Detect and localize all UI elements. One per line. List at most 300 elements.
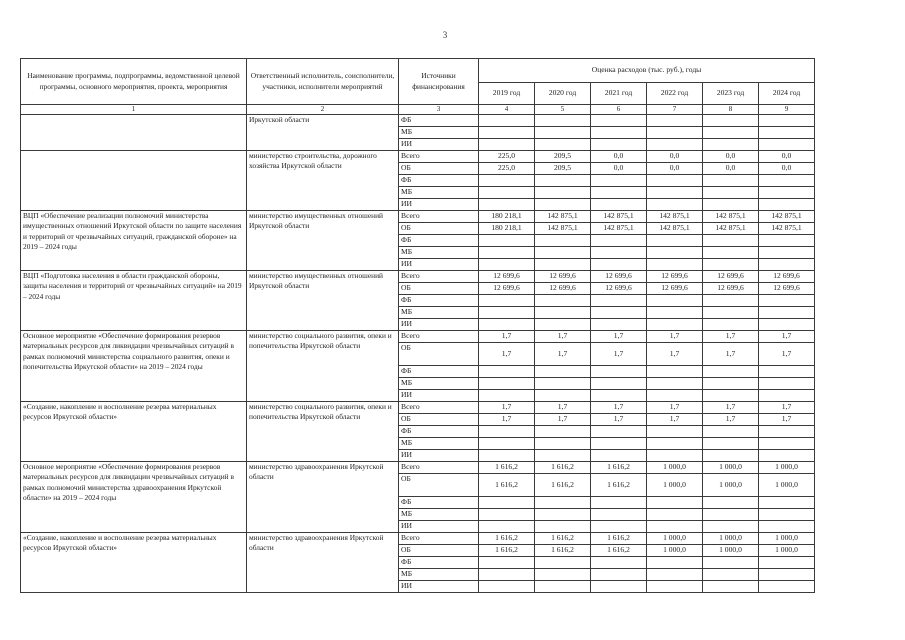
funding-source-cell: ОБ xyxy=(399,343,479,366)
funding-source-cell: ИИ xyxy=(399,199,479,211)
value-cell: 1 000,0 xyxy=(759,545,815,557)
value-cell: 1,7 xyxy=(535,343,591,366)
value-cell xyxy=(759,569,815,581)
funding-source-cell: ОБ xyxy=(399,223,479,235)
value-cell xyxy=(759,139,815,151)
value-cell: 1 000,0 xyxy=(759,474,815,497)
executor-cell: министерство здравоохранения Иркутской области xyxy=(247,533,399,593)
value-cell xyxy=(535,366,591,378)
value-cell: 12 699,6 xyxy=(703,283,759,295)
funding-source-cell: ФБ xyxy=(399,115,479,127)
value-cell xyxy=(703,378,759,390)
table-row xyxy=(21,402,815,414)
table-row xyxy=(21,331,815,343)
value-cell: 1,7 xyxy=(647,414,703,426)
value-cell xyxy=(479,187,535,199)
funding-source-cell: Всего xyxy=(399,402,479,414)
column-index: 7 xyxy=(647,105,703,115)
value-cell: 1,7 xyxy=(535,331,591,343)
value-cell xyxy=(591,295,647,307)
program-name-cell: Основное мероприятие «Обеспечение формирования резервов материальных ресурсов для ликвидации чрезвычайных ситуаций в рамках полномочий министерства здравоохранения Иркутской области» на 2019 – 2024 годы xyxy=(21,462,247,533)
value-cell xyxy=(591,187,647,199)
funding-source-cell: МБ xyxy=(399,127,479,139)
value-cell xyxy=(759,557,815,569)
value-cell: 1,7 xyxy=(479,331,535,343)
value-cell: 142 875,1 xyxy=(535,223,591,235)
value-cell xyxy=(591,438,647,450)
funding-source-cell: МБ xyxy=(399,569,479,581)
value-cell xyxy=(759,450,815,462)
funding-source-cell: ФБ xyxy=(399,295,479,307)
value-cell xyxy=(479,426,535,438)
funding-source-cell: ОБ xyxy=(399,163,479,175)
value-cell xyxy=(479,581,535,593)
value-cell xyxy=(479,199,535,211)
value-cell: 0,0 xyxy=(759,163,815,175)
value-cell: 1,7 xyxy=(591,402,647,414)
value-cell xyxy=(591,235,647,247)
value-cell xyxy=(535,115,591,127)
value-cell xyxy=(703,366,759,378)
value-cell xyxy=(759,127,815,139)
value-cell xyxy=(703,581,759,593)
funding-source-cell: ОБ xyxy=(399,474,479,497)
value-cell xyxy=(647,378,703,390)
value-cell xyxy=(591,390,647,402)
value-cell xyxy=(759,438,815,450)
column-index: 5 xyxy=(535,105,591,115)
column-index: 4 xyxy=(479,105,535,115)
value-cell xyxy=(479,557,535,569)
value-cell xyxy=(759,295,815,307)
funding-source-cell: ФБ xyxy=(399,557,479,569)
value-cell: 12 699,6 xyxy=(759,283,815,295)
funding-source-cell: МБ xyxy=(399,187,479,199)
value-cell: 1,7 xyxy=(535,402,591,414)
value-cell xyxy=(591,259,647,271)
value-cell xyxy=(535,557,591,569)
value-cell: 142 875,1 xyxy=(647,211,703,223)
value-cell: 0,0 xyxy=(591,163,647,175)
value-cell xyxy=(703,497,759,509)
value-cell xyxy=(591,581,647,593)
value-cell: 209,5 xyxy=(535,163,591,175)
header-program: Наименование программы, подпрограммы, ведомственной целевой программы, основного мероприятия, проекта, мероприятия xyxy=(21,59,247,105)
value-cell: 1 616,2 xyxy=(535,533,591,545)
funding-source-cell: Всего xyxy=(399,331,479,343)
value-cell xyxy=(759,187,815,199)
value-cell xyxy=(535,521,591,533)
value-cell xyxy=(759,307,815,319)
value-cell xyxy=(535,497,591,509)
value-cell: 1 616,2 xyxy=(535,545,591,557)
value-cell: 12 699,6 xyxy=(479,271,535,283)
value-cell xyxy=(591,175,647,187)
value-cell xyxy=(647,497,703,509)
value-cell xyxy=(535,378,591,390)
funding-source-cell: ИИ xyxy=(399,450,479,462)
value-cell xyxy=(647,187,703,199)
value-cell: 1 000,0 xyxy=(703,533,759,545)
value-cell xyxy=(647,127,703,139)
value-cell xyxy=(703,175,759,187)
value-cell xyxy=(535,259,591,271)
value-cell: 1 616,2 xyxy=(479,533,535,545)
value-cell xyxy=(703,139,759,151)
value-cell: 1 616,2 xyxy=(591,462,647,474)
value-cell xyxy=(591,509,647,521)
funding-source-cell: ОБ xyxy=(399,545,479,557)
value-cell: 12 699,6 xyxy=(535,283,591,295)
value-cell: 12 699,6 xyxy=(647,271,703,283)
value-cell xyxy=(591,115,647,127)
value-cell xyxy=(759,175,815,187)
value-cell xyxy=(591,426,647,438)
value-cell: 142 875,1 xyxy=(647,223,703,235)
value-cell: 1,7 xyxy=(759,414,815,426)
value-cell xyxy=(479,521,535,533)
value-cell: 1,7 xyxy=(759,331,815,343)
value-cell: 1,7 xyxy=(759,402,815,414)
value-cell: 225,0 xyxy=(479,151,535,163)
table-row xyxy=(21,533,815,545)
value-cell xyxy=(535,295,591,307)
header-year: 2020 год xyxy=(535,83,591,105)
executor-cell: Иркутской области xyxy=(247,115,399,151)
funding-source-cell: ИИ xyxy=(399,581,479,593)
value-cell: 12 699,6 xyxy=(479,283,535,295)
program-name-cell xyxy=(21,115,247,151)
value-cell xyxy=(535,509,591,521)
value-cell: 1,7 xyxy=(535,414,591,426)
value-cell xyxy=(647,199,703,211)
funding-source-cell: МБ xyxy=(399,438,479,450)
value-cell xyxy=(703,187,759,199)
funding-source-cell: ФБ xyxy=(399,366,479,378)
column-index: 2 xyxy=(247,105,399,115)
value-cell xyxy=(479,259,535,271)
value-cell xyxy=(535,307,591,319)
value-cell: 1,7 xyxy=(647,331,703,343)
header-estimate: Оценка расходов (тыс. руб.), годы xyxy=(479,59,815,83)
value-cell xyxy=(479,115,535,127)
value-cell: 1 616,2 xyxy=(535,474,591,497)
value-cell: 1,7 xyxy=(591,331,647,343)
value-cell: 142 875,1 xyxy=(535,211,591,223)
value-cell xyxy=(703,450,759,462)
value-cell xyxy=(647,366,703,378)
value-cell xyxy=(535,581,591,593)
table-row xyxy=(21,462,815,474)
value-cell xyxy=(703,438,759,450)
value-cell xyxy=(591,497,647,509)
value-cell xyxy=(703,307,759,319)
value-cell xyxy=(591,127,647,139)
value-cell xyxy=(591,378,647,390)
header-year: 2024 год xyxy=(759,83,815,105)
value-cell xyxy=(647,390,703,402)
program-name-cell: ВЦП «Подготовка населения в области гражданской обороны, защиты населения и территорий от чрезвычайных ситуаций» на 2019 – 2024 годы xyxy=(21,271,247,331)
value-cell: 0,0 xyxy=(703,163,759,175)
value-cell xyxy=(591,307,647,319)
value-cell: 142 875,1 xyxy=(759,211,815,223)
funding-source-cell: ОБ xyxy=(399,414,479,426)
value-cell xyxy=(479,390,535,402)
funding-source-cell: ИИ xyxy=(399,390,479,402)
value-cell: 1,7 xyxy=(591,343,647,366)
value-cell xyxy=(759,366,815,378)
value-cell: 142 875,1 xyxy=(703,211,759,223)
value-cell: 1,7 xyxy=(703,414,759,426)
value-cell: 12 699,6 xyxy=(591,283,647,295)
funding-source-cell: Всего xyxy=(399,533,479,545)
value-cell xyxy=(479,235,535,247)
funding-source-cell: ИИ xyxy=(399,319,479,331)
value-cell xyxy=(591,569,647,581)
funding-source-cell: МБ xyxy=(399,307,479,319)
value-cell xyxy=(703,199,759,211)
value-cell xyxy=(535,569,591,581)
value-cell: 1 000,0 xyxy=(703,462,759,474)
value-cell xyxy=(535,175,591,187)
value-cell: 1 000,0 xyxy=(647,545,703,557)
value-cell: 1,7 xyxy=(591,414,647,426)
value-cell xyxy=(479,450,535,462)
value-cell: 0,0 xyxy=(591,151,647,163)
value-cell xyxy=(479,569,535,581)
value-cell: 209,5 xyxy=(535,151,591,163)
value-cell xyxy=(535,426,591,438)
column-index: 8 xyxy=(703,105,759,115)
value-cell: 0,0 xyxy=(759,151,815,163)
column-index: 1 xyxy=(21,105,247,115)
executor-cell: министерство строительства, дорожного хозяйства Иркутской области xyxy=(247,151,399,211)
value-cell: 12 699,6 xyxy=(759,271,815,283)
value-cell xyxy=(647,426,703,438)
value-cell xyxy=(647,521,703,533)
value-cell xyxy=(535,127,591,139)
expenditure-table xyxy=(20,58,815,593)
value-cell: 1,7 xyxy=(703,402,759,414)
value-cell xyxy=(759,426,815,438)
value-cell xyxy=(591,366,647,378)
column-index: 6 xyxy=(591,105,647,115)
value-cell xyxy=(591,557,647,569)
value-cell xyxy=(703,509,759,521)
value-cell xyxy=(479,307,535,319)
value-cell xyxy=(535,319,591,331)
value-cell xyxy=(647,259,703,271)
table-row xyxy=(21,271,815,283)
value-cell: 1 000,0 xyxy=(647,462,703,474)
value-cell xyxy=(479,378,535,390)
value-cell: 1,7 xyxy=(647,343,703,366)
value-cell xyxy=(647,581,703,593)
value-cell xyxy=(535,247,591,259)
program-name-cell xyxy=(21,151,247,211)
value-cell: 142 875,1 xyxy=(591,223,647,235)
header-year: 2023 год xyxy=(703,83,759,105)
value-cell: 0,0 xyxy=(647,163,703,175)
page-number: 3 xyxy=(442,30,448,40)
value-cell xyxy=(703,557,759,569)
column-index-row xyxy=(21,105,815,115)
funding-source-cell: ФБ xyxy=(399,235,479,247)
value-cell xyxy=(759,521,815,533)
value-cell: 1 000,0 xyxy=(647,533,703,545)
executor-cell: министерство здравоохранения Иркутской области xyxy=(247,462,399,533)
value-cell xyxy=(479,175,535,187)
table-row xyxy=(21,151,815,163)
value-cell: 180 218,1 xyxy=(479,223,535,235)
value-cell: 12 699,6 xyxy=(591,271,647,283)
value-cell: 1 000,0 xyxy=(703,474,759,497)
value-cell: 12 699,6 xyxy=(647,283,703,295)
value-cell xyxy=(591,199,647,211)
value-cell: 1 000,0 xyxy=(703,545,759,557)
value-cell: 180 218,1 xyxy=(479,211,535,223)
value-cell: 142 875,1 xyxy=(703,223,759,235)
column-index: 9 xyxy=(759,105,815,115)
value-cell: 1 616,2 xyxy=(535,462,591,474)
value-cell xyxy=(647,438,703,450)
value-cell xyxy=(535,450,591,462)
value-cell: 225,0 xyxy=(479,163,535,175)
value-cell: 1 616,2 xyxy=(591,545,647,557)
header-sources: Источники финансирования xyxy=(399,59,479,105)
executor-cell: министерство социального развития, опеки и попечительства Иркутской области xyxy=(247,402,399,462)
program-name-cell: Основное мероприятие «Обеспечение формирования резервов материальных ресурсов для ликвидации чрезвычайных ситуаций в рамках полномочий министерства социального развития, опеки и попечительства Иркутской области» на 2019 – 2024 годы xyxy=(21,331,247,402)
value-cell: 12 699,6 xyxy=(703,271,759,283)
value-cell: 1 616,2 xyxy=(479,545,535,557)
value-cell: 1,7 xyxy=(703,331,759,343)
value-cell xyxy=(703,295,759,307)
value-cell xyxy=(479,509,535,521)
value-cell: 1 000,0 xyxy=(759,533,815,545)
value-cell: 1 616,2 xyxy=(591,474,647,497)
value-cell: 1 616,2 xyxy=(591,533,647,545)
value-cell xyxy=(759,115,815,127)
table-row xyxy=(21,211,815,223)
program-name-cell: «Создание, накопление и восполнение резерва материальных ресурсов Иркутской области» xyxy=(21,533,247,593)
value-cell xyxy=(647,295,703,307)
funding-source-cell: Всего xyxy=(399,211,479,223)
funding-source-cell: МБ xyxy=(399,378,479,390)
value-cell xyxy=(479,127,535,139)
value-cell: 1,7 xyxy=(479,414,535,426)
value-cell xyxy=(591,247,647,259)
value-cell xyxy=(759,247,815,259)
value-cell: 1 000,0 xyxy=(759,462,815,474)
value-cell xyxy=(591,521,647,533)
value-cell xyxy=(759,319,815,331)
value-cell xyxy=(535,187,591,199)
value-cell xyxy=(591,319,647,331)
funding-source-cell: ФБ xyxy=(399,426,479,438)
value-cell xyxy=(703,115,759,127)
value-cell: 1 000,0 xyxy=(647,474,703,497)
header-executor: Ответственный исполнитель, соисполнители, участники, исполнители мероприятий xyxy=(247,59,399,105)
funding-source-cell: Всего xyxy=(399,271,479,283)
value-cell xyxy=(647,450,703,462)
value-cell xyxy=(479,139,535,151)
table-body xyxy=(21,115,815,593)
value-cell xyxy=(703,235,759,247)
value-cell xyxy=(647,175,703,187)
header-year: 2022 год xyxy=(647,83,703,105)
value-cell xyxy=(703,247,759,259)
value-cell xyxy=(703,426,759,438)
value-cell xyxy=(647,139,703,151)
funding-source-cell: Всего xyxy=(399,462,479,474)
value-cell xyxy=(703,390,759,402)
program-name-cell: ВЦП «Обеспечение реализации полномочий министерства имущественных отношений Иркутской области по защите населения и территорий от чрезвычайных ситуаций, гражданской обороне» на 2019 – 2024 годы xyxy=(21,211,247,271)
value-cell xyxy=(703,127,759,139)
value-cell xyxy=(703,319,759,331)
value-cell xyxy=(479,366,535,378)
value-cell xyxy=(759,581,815,593)
value-cell: 1,7 xyxy=(479,402,535,414)
funding-source-cell: МБ xyxy=(399,509,479,521)
value-cell xyxy=(479,497,535,509)
value-cell xyxy=(703,259,759,271)
value-cell xyxy=(479,247,535,259)
funding-source-cell: ИИ xyxy=(399,139,479,151)
table-row xyxy=(21,115,815,127)
value-cell xyxy=(759,509,815,521)
value-cell xyxy=(703,569,759,581)
header-year: 2021 год xyxy=(591,83,647,105)
funding-source-cell: Всего xyxy=(399,151,479,163)
header-year: 2019 год xyxy=(479,83,535,105)
value-cell xyxy=(759,497,815,509)
funding-source-cell: ОБ xyxy=(399,283,479,295)
value-cell xyxy=(759,378,815,390)
value-cell xyxy=(479,295,535,307)
value-cell xyxy=(647,319,703,331)
value-cell xyxy=(535,235,591,247)
value-cell: 1,7 xyxy=(759,343,815,366)
value-cell: 12 699,6 xyxy=(535,271,591,283)
value-cell xyxy=(479,438,535,450)
value-cell xyxy=(647,307,703,319)
value-cell: 1,7 xyxy=(647,402,703,414)
funding-source-cell: ФБ xyxy=(399,175,479,187)
value-cell xyxy=(759,390,815,402)
executor-cell: министерство имущественных отношений Иркутской области xyxy=(247,211,399,271)
value-cell: 142 875,1 xyxy=(591,211,647,223)
value-cell: 0,0 xyxy=(647,151,703,163)
value-cell: 1,7 xyxy=(703,343,759,366)
value-cell xyxy=(647,247,703,259)
value-cell: 1,7 xyxy=(479,343,535,366)
value-cell xyxy=(479,319,535,331)
value-cell: 142 875,1 xyxy=(759,223,815,235)
value-cell xyxy=(647,115,703,127)
value-cell xyxy=(647,557,703,569)
funding-source-cell: ИИ xyxy=(399,259,479,271)
funding-source-cell: ИИ xyxy=(399,521,479,533)
value-cell xyxy=(535,139,591,151)
executor-cell: министерство социального развития, опеки и попечительства Иркутской области xyxy=(247,331,399,402)
value-cell xyxy=(759,235,815,247)
funding-source-cell: ФБ xyxy=(399,497,479,509)
value-cell xyxy=(535,390,591,402)
value-cell: 1 616,2 xyxy=(479,474,535,497)
value-cell: 1 616,2 xyxy=(479,462,535,474)
value-cell xyxy=(647,509,703,521)
value-cell xyxy=(535,199,591,211)
